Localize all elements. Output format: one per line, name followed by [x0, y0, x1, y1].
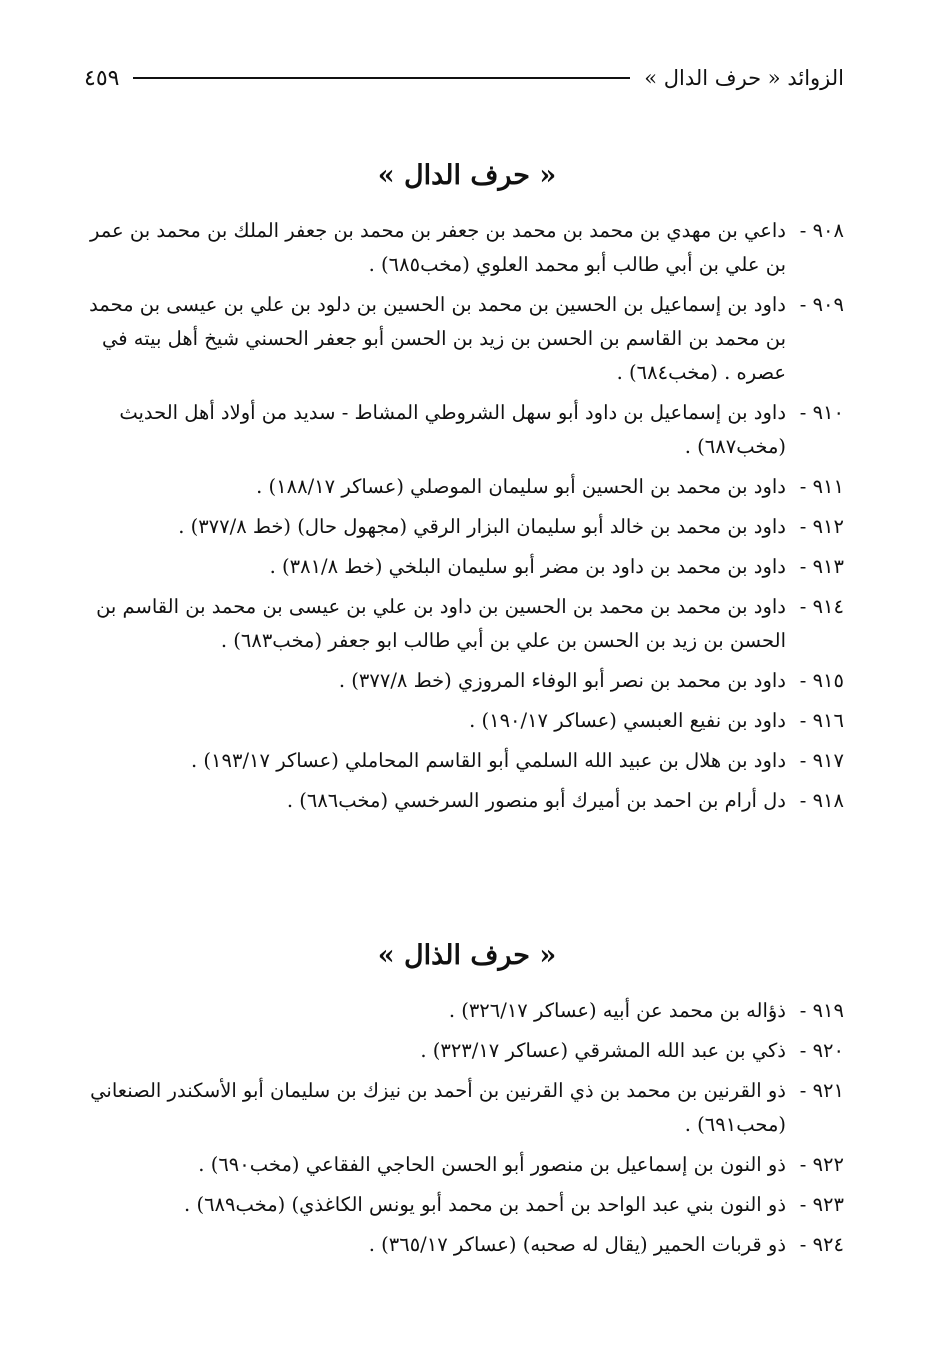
entry-number: ٩٠٩ -	[799, 293, 844, 316]
entry-number: ٩١٥ -	[799, 669, 844, 692]
entry-text: داود بن نفيع العبسي (عساكر ١٩٠/١٧) .	[469, 709, 786, 732]
entry-917	[84, 744, 844, 778]
entry-number: ٩١٦ -	[799, 709, 844, 732]
entry-number: ٩١٤ -	[799, 595, 844, 618]
entries-dhal	[84, 994, 844, 1268]
page-number: ٤٥٩	[84, 65, 120, 91]
entry-number: ٩١٧ -	[799, 749, 844, 772]
section-title-dhal: « حرف الذال »	[377, 940, 557, 971]
entry-text: ذؤاله بن محمد عن أبيه (عساكر ٣٢٦/١٧) .	[448, 999, 786, 1022]
entry-908	[84, 214, 844, 282]
running-header	[84, 58, 844, 98]
entry-text: داود بن محمد بن الحسين أبو سليمان الموصلي (عساكر ١٨٨/١٧) .	[256, 475, 786, 498]
entry-number: ٩١١ -	[799, 475, 844, 498]
entry-number: ٩٢٢ -	[799, 1153, 844, 1176]
entry-text: ذو النون بني عبد الواحد بن أحمد بن محمد أبو يونس الكاغذي) (مخب٦٨٩) .	[184, 1193, 786, 1216]
entry-text: ذو القرنين بن محمد بن ذي القرنين بن أحمد بن نيزك بن سليمان أبو الأسكندر الصنعاني (محب٦٩١) .	[90, 1079, 786, 1136]
header-rule	[133, 77, 630, 79]
entry-912	[84, 510, 844, 544]
entry-922	[84, 1148, 844, 1182]
section-title-dal: « حرف الدال »	[377, 160, 557, 191]
entry-text: ذو النون بن إسماعيل بن منصور أبو الحسن الحاجي الفقاعي (مخب٦٩٠) .	[198, 1153, 786, 1176]
entry-text: داود بن محمد بن نصر أبو الوفاء المروزي (خط ٣٧٧/٨) .	[338, 669, 786, 692]
entries-dal	[84, 214, 844, 824]
entry-920	[84, 1034, 844, 1068]
entry-text: داعي بن مهدي بن محمد بن محمد بن جعفر بن محمد بن جعفر الملك بن محمد بن عمر بن علي بن أبي طالب أبو محمد العلوي (مخب٦٨٥) .	[90, 219, 786, 276]
entry-text: داود بن إسماعيل بن داود أبو سهل الشروطي المشاط - سديد من أولاد أهل الحديث (مخب٦٨٧) .	[119, 401, 786, 458]
entry-923	[84, 1188, 844, 1222]
entry-number: ٩٢١ -	[799, 1079, 844, 1102]
entry-text: داود بن محمد بن داود بن مضر أبو سليمان البلخي (خط ٣٨١/٨) .	[269, 555, 786, 578]
entry-913	[84, 550, 844, 584]
entry-number: ٩١٢ -	[799, 515, 844, 538]
entry-number: ٩١٣ -	[799, 555, 844, 578]
entry-text: داود بن إسماعيل بن الحسين بن محمد بن الحسين بن دلود بن علي بن عيسى بن محمد بن محمد بن القاسم بن الحسن بن زيد بن الحسن أبو جعفر الحسني شيخ أهل بيته في عصره . (مخب٦٨٤) .	[89, 293, 786, 384]
entry-text: ذو قربات الحمير (يقال له صحبه) (عساكر ٣٦٥/١٧) .	[368, 1233, 786, 1256]
entry-text: داود بن هلال بن عبيد الله السلمي أبو القاسم المحاملي (عساكر ١٩٣/١٧) .	[191, 749, 786, 772]
entry-number: ٩٢٠ -	[799, 1039, 844, 1062]
entry-text: داود بن محمد بن محمد بن الحسين بن داود بن علي بن عيسى بن محمد بن القاسم بن الحسن بن زيد بن الحسن بن علي بن أبي طالب ابو جعفر (مخب٦٨٣) .	[96, 595, 786, 652]
entry-text: ذكي بن عبد الله المشرقي (عساكر ٣٢٣/١٧) .	[420, 1039, 786, 1062]
entry-910	[84, 396, 844, 464]
entry-919	[84, 994, 844, 1028]
entry-number: ٩٢٤ -	[799, 1233, 844, 1256]
entry-number: ٩١٨ -	[799, 789, 844, 812]
entry-924	[84, 1228, 844, 1262]
entry-number: ٩٢٣ -	[799, 1193, 844, 1216]
entry-text: داود بن محمد بن خالد أبو سليمان البزار الرقي (مجهول حال) (خط ٣٧٧/٨) .	[178, 515, 786, 538]
entry-915	[84, 664, 844, 698]
entry-number: ٩٠٨ -	[799, 219, 844, 242]
entry-911	[84, 470, 844, 504]
entry-918	[84, 784, 844, 818]
entry-914	[84, 590, 844, 658]
entry-number: ٩١٠ -	[799, 401, 844, 424]
entry-916	[84, 704, 844, 738]
entry-number: ٩١٩ -	[799, 999, 844, 1022]
entry-909	[84, 288, 844, 390]
entry-text: دل أرام بن احمد بن أميرك أبو منصور السرخسي (مخب٦٨٦) .	[286, 789, 786, 812]
running-title: الزوائد « حرف الدال »	[644, 66, 844, 90]
entry-921	[84, 1074, 844, 1142]
